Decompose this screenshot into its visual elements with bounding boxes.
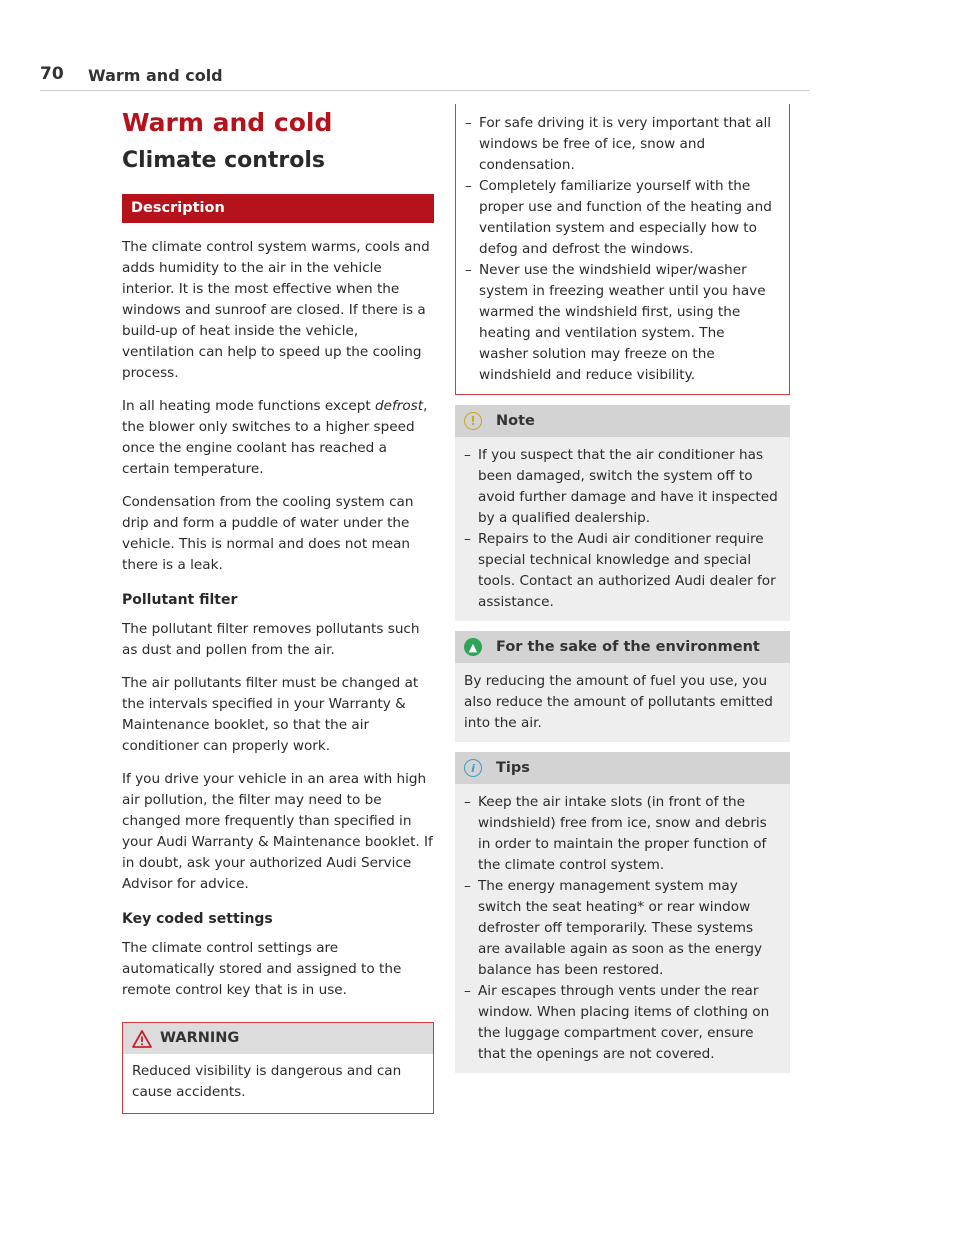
exclamation-icon: ! bbox=[464, 412, 482, 430]
note-list bbox=[464, 445, 778, 613]
page-title: Warm and cold bbox=[122, 108, 333, 137]
paragraph-heating-mode bbox=[122, 396, 434, 480]
paragraph-condensation: Condensation from the cooling system can drip and form a puddle of water under the vehicle. This is normal and does not mean there is a leak. bbox=[122, 494, 414, 573]
list-item: – Never use the windshield wiper/washer system in freezing weather until you have warmed the windshield first, using the heating and ventilation system. The washer solution may freeze on the windshield and reduce visibility. bbox=[465, 260, 777, 386]
tips-body bbox=[455, 784, 790, 1073]
warning-continuation-box bbox=[455, 104, 790, 395]
text-fragment: In all heating mode functions except bbox=[122, 398, 375, 414]
list-item: – Completely familiarize yourself with the proper use and function of the heating and ventilation system and especially how to defog and defrost the windows. bbox=[465, 176, 777, 260]
warning-triangle-icon bbox=[132, 1030, 152, 1048]
environment-header bbox=[455, 631, 790, 663]
pollutant-filter-heading: Pollutant filter bbox=[122, 592, 238, 608]
list-item: – Keep the air intake slots (in front of the windshield) free from ice, snow and debris in order to maintain the proper function of the climate control system. bbox=[464, 792, 778, 876]
tips-box bbox=[455, 752, 790, 1073]
description-heading: Description bbox=[122, 194, 434, 223]
left-column bbox=[122, 105, 434, 1114]
paragraph-pollutant-1: The pollutant filter removes pollutants such as dust and pollen from the air. bbox=[122, 621, 420, 658]
running-head: Warm and cold bbox=[88, 66, 223, 85]
leaf-icon: ▲ bbox=[464, 638, 482, 656]
environment-heading: For the sake of the environment bbox=[496, 639, 760, 655]
defrost-term: defrost bbox=[374, 398, 424, 414]
list-item: – The energy management system may switch the seat heating* or rear window defroster off temporarily. These systems are available again as soon as the energy balance has been restored. bbox=[464, 876, 778, 981]
warning-text: Reduced visibility is dangerous and can cause accidents. bbox=[132, 1063, 402, 1100]
note-body bbox=[455, 437, 790, 621]
page-header bbox=[40, 62, 810, 91]
paragraph-pollutant-2: The air pollutants filter must be changed at the intervals specified in your Warranty & Maintenance booklet, so that the air conditioner can properly work. bbox=[122, 675, 419, 754]
warning-header bbox=[123, 1023, 433, 1054]
note-box bbox=[455, 405, 790, 621]
list-item: – Repairs to the Audi air conditioner require special technical knowledge and special tools. Contact an authorized Audi dealer for assistance. bbox=[464, 529, 778, 613]
environment-box bbox=[455, 631, 790, 742]
paragraph-key-coded: The climate control settings are automatically stored and assigned to the remote control key that is in use. bbox=[122, 940, 402, 998]
tips-list bbox=[464, 792, 778, 1065]
note-heading: Note bbox=[496, 413, 535, 429]
paragraph-intro: The climate control system warms, cools and adds humidity to the air in the vehicle interior. It is the most effective when the windows and sunroof are closed. If there is a build-up of heat inside the vehicle, ventilation can help to speed up the cooling process. bbox=[122, 239, 430, 381]
section-title: Climate controls bbox=[122, 148, 326, 173]
info-icon: i bbox=[464, 759, 482, 777]
note-header bbox=[455, 405, 790, 437]
paragraph-pollutant-3: If you drive your vehicle in an area with high air pollution, the filter may need to be changed more frequently than specified in your Audi Warranty & Maintenance booklet. If in doubt, ask your authorized Audi Service Advisor for advice. bbox=[122, 771, 433, 892]
tips-header bbox=[455, 752, 790, 784]
list-item: – If you suspect that the air conditioner has been damaged, switch the system off to avoid further damage and have it inspected by a qualified dealership. bbox=[464, 445, 778, 529]
warning-box bbox=[122, 1022, 434, 1114]
warning-list bbox=[465, 113, 777, 386]
warning-heading: WARNING bbox=[160, 1030, 240, 1046]
environment-text: By reducing the amount of fuel you use, you also reduce the amount of pollutants emitted into the air. bbox=[464, 673, 773, 731]
right-column bbox=[455, 104, 790, 1073]
tips-heading: Tips bbox=[496, 760, 530, 776]
page-number: 70 bbox=[40, 64, 64, 84]
list-item: – Air escapes through vents under the rear window. When placing items of clothing on the luggage compartment cover, ensure that the openings are not covered. bbox=[464, 981, 778, 1065]
key-coded-heading: Key coded settings bbox=[122, 911, 273, 927]
list-item: – For safe driving it is very important that all windows be free of ice, snow and condensation. bbox=[465, 113, 777, 176]
text-fragment: , the blower only switches to a higher speed once the engine coolant has reached a certain temperature. bbox=[122, 398, 428, 477]
